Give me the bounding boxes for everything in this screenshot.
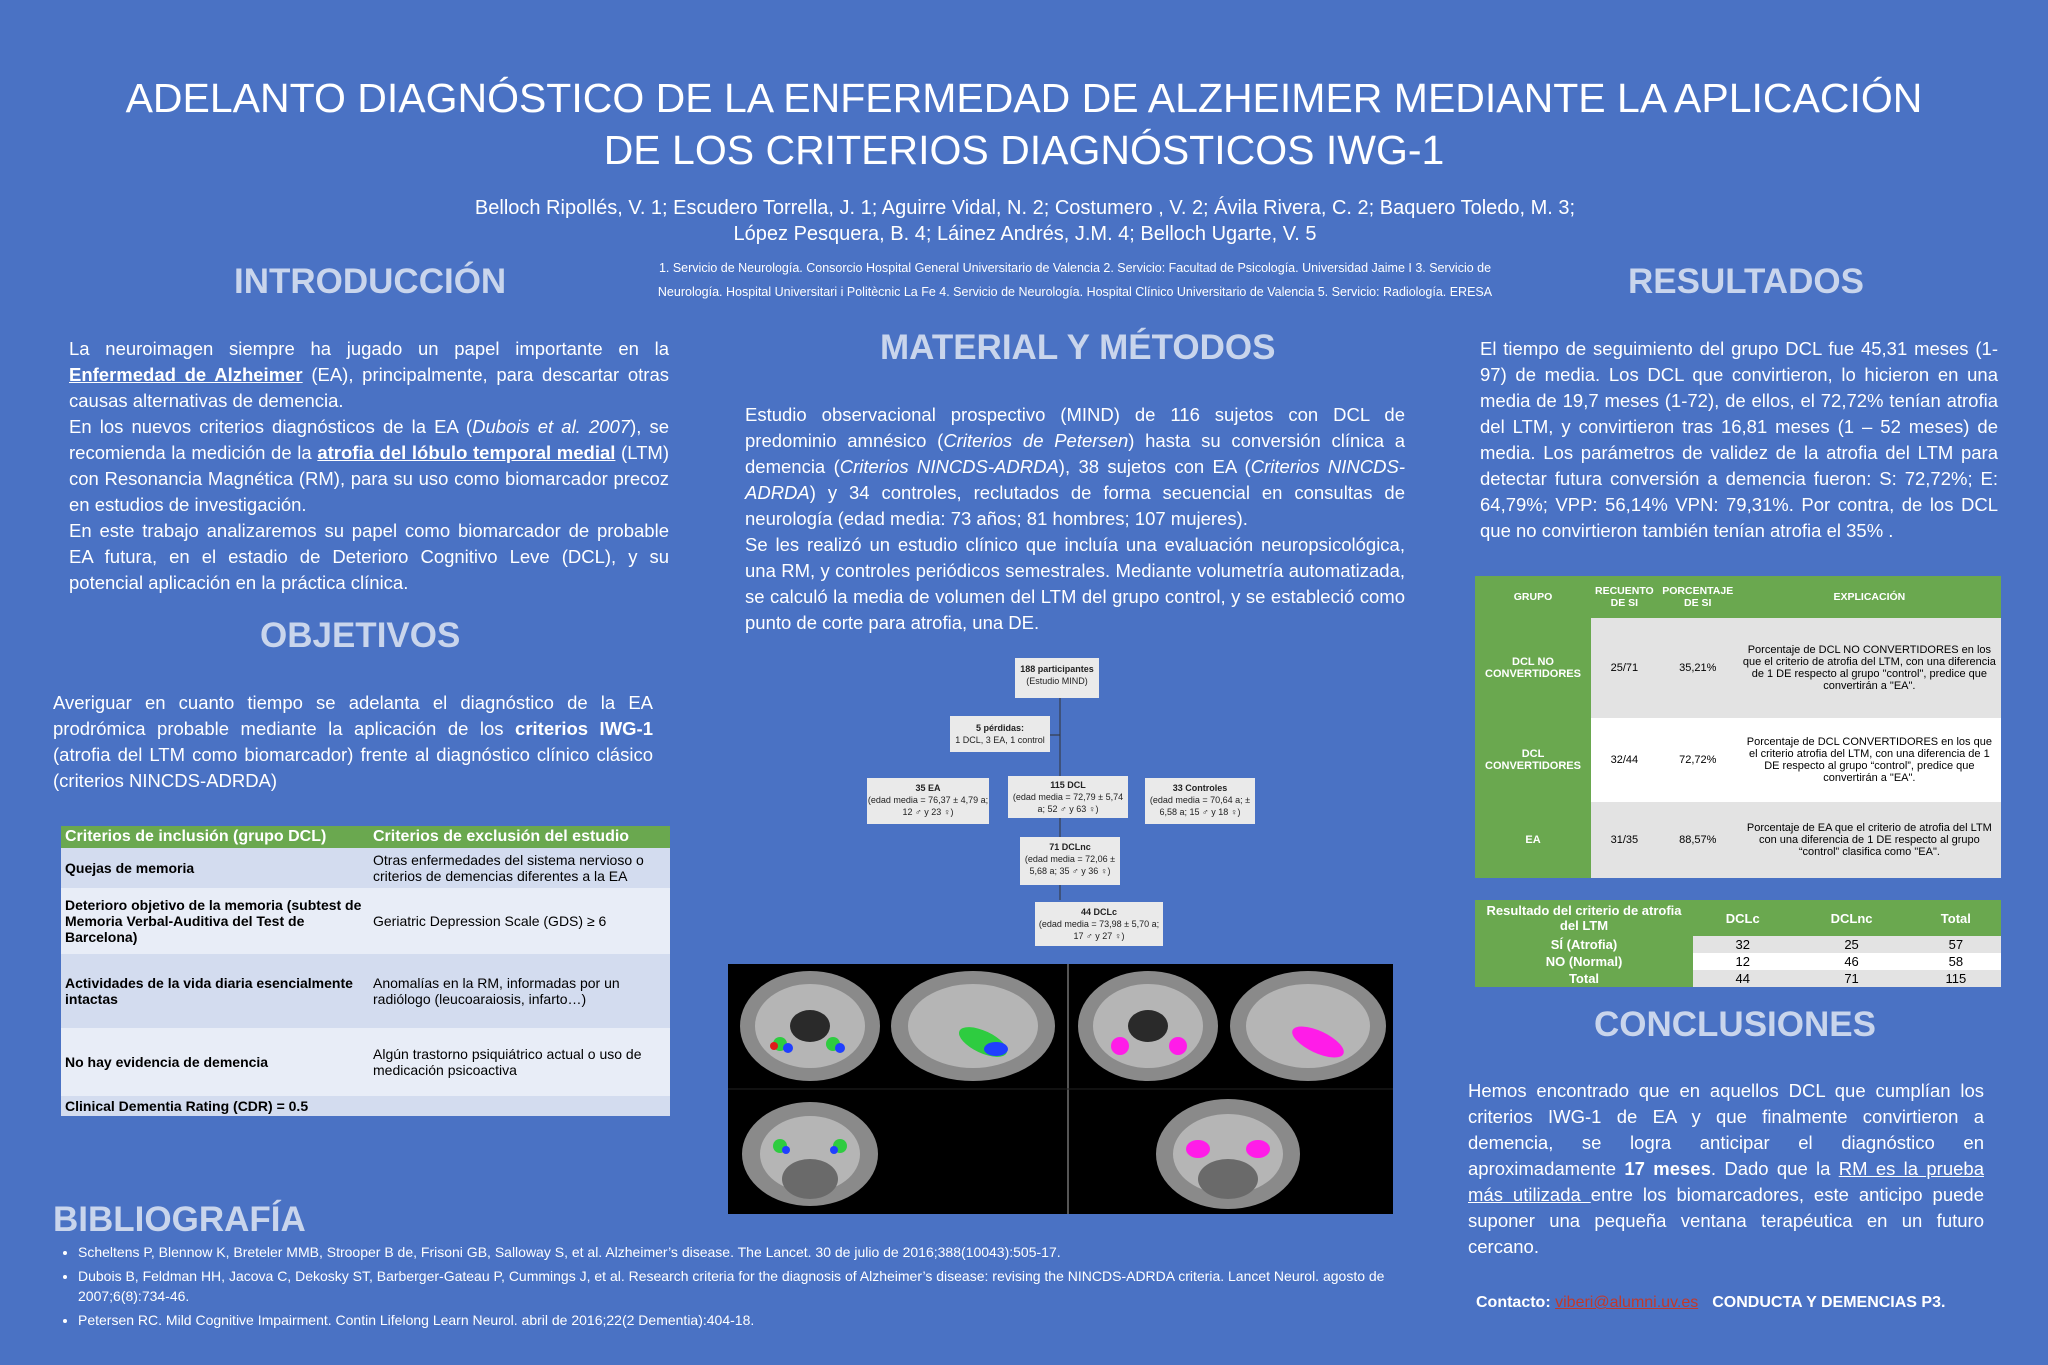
table-row	[61, 954, 670, 1028]
title-line-1: ADELANTO DIAGNÓSTICO DE LA ENFERMEDAD DE ALZHEIMER MEDIANTE LA APLICACIÓN	[125, 75, 1923, 121]
results-cell: 35,21%	[1658, 618, 1738, 718]
metodos-body	[745, 402, 1405, 636]
table-row	[61, 1028, 670, 1096]
flow-node-sub: 1 DCL, 3 EA, 1 control	[955, 735, 1045, 745]
results-cell: 32/44	[1591, 718, 1658, 802]
poster-title	[0, 72, 2048, 176]
metodos-italic: Criterios de Petersen	[943, 430, 1129, 451]
resultados-body: El tiempo de seguimiento del grupo DCL fue 45,31 meses (1-97) de media. Los DCL que convirtieron, lo hicieron en una media de 19,7 meses (1-72), de ellos, el 72,72% tenían atrofia del LTM, y convirtieron tras 16,81 meses (1 – 52 meses) de media. Los parámetros de validez de la atrofia del LTM para detectar futura conversión a demencia fueron: S: 72,72%; E: 64,79%; VPP: 56,14% VPN: 79,31%. Por contra, de los DCL que no convirtieron también tenían atrofia el 35% .	[1480, 338, 1998, 541]
objetivos-heading: OBJETIVOS	[260, 616, 461, 655]
metodos-text: ) y 34 controles, reclutados de forma secuencial en consultas de neurología (edad media: 73 años; 81 hombres; 107 mujeres).	[745, 482, 1405, 529]
contingency-header-row	[1475, 900, 2001, 936]
resultados-heading: RESULTADOS	[1628, 262, 1864, 301]
criteria-cell: Quejas de memoria	[61, 848, 369, 888]
conclusiones-body	[1468, 1078, 1984, 1260]
flow-node-title: 44 DCLc	[1080, 907, 1117, 917]
contingency-header-total: Total	[1911, 900, 2001, 936]
intro-underlined: Enfermedad de Alzheimer	[69, 364, 303, 385]
criteria-cell: No hay evidencia de demencia	[61, 1028, 369, 1096]
flow-node-sub: (edad media = 76,37 ± 4,79 a; 12 ♂ y 23 ♀)	[867, 795, 989, 817]
contingency-cell: 46	[1792, 953, 1910, 970]
affiliations	[565, 256, 1585, 304]
metodos-heading: MATERIAL Y MÉTODOS	[880, 328, 1276, 367]
contingency-cell: 44	[1693, 970, 1792, 987]
table-row	[61, 888, 670, 954]
flow-node-sub: (edad media = 72,79 ± 5,74 a; 52 ♂ y 63 ♀)	[1012, 792, 1124, 814]
table-row	[1475, 802, 2001, 878]
criteria-cell	[369, 1096, 670, 1116]
results-cell: DCL CONVERTIDORES	[1475, 718, 1591, 802]
bibliografia-list	[30, 1242, 1448, 1334]
flow-node-sub: (Estudio MIND)	[1026, 676, 1088, 686]
list-item: • Dubois B, Feldman HH, Jacova C, Dekosky ST, Barberger-Gateau P, Cummings J, et al. Research criteria for the diagnosis of Alzheimer’s disease: revising the NINCDS-ADRDA criteria. Lancet Neurol. agosto de 2007;6(8):734-46.	[78, 1266, 1448, 1306]
criteria-cell: Algún trastorno psiquiátrico actual o uso de medicación psicoactiva	[369, 1028, 670, 1096]
flow-node-losses	[950, 716, 1050, 752]
introduccion-body	[69, 336, 669, 596]
table-row	[1475, 953, 2001, 970]
contingency-cell: 71	[1792, 970, 1910, 987]
intro-text: En este trabajo analizaremos su papel como biomarcador de probable EA futura, en el estadio de Deterioro Cognitivo Leve (DCL), y su potencial aplicación en la práctica clínica.	[69, 520, 669, 593]
flow-node-sub: (edad media = 73,98 ± 5,70 a; 17 ♂ y 27 ♀)	[1038, 919, 1160, 941]
list-item: • Scheltens P, Blennow K, Breteler MMB, Strooper B de, Frisoni GB, Salloway S, et al. Alzheimer’s disease. The Lancet. 30 de julio de 2016;388(10043):505-17.	[78, 1242, 1448, 1262]
list-item: • Petersen RC. Mild Cognitive Impairment. Contin Lifelong Learn Neurol. abril de 2016;22(2 Dementia):404-18.	[78, 1310, 1448, 1330]
flow-node-title: 35 EA	[915, 783, 941, 793]
contingency-table	[1475, 900, 2001, 987]
objetivos-text: (atrofia del LTM como biomarcador) frente al diagnóstico clínico clásico (criterios NINCDS-ADRDA)	[53, 744, 653, 791]
table-row	[1475, 936, 2001, 953]
affiliations-line-1: 1. Servicio de Neurología. Consorcio Hospital General Universitario de Valencia 2. Servicio: Facultad de Psicología. Universidad Jaime I 3. Servicio de	[658, 261, 1492, 275]
intro-text: La neuroimagen siempre ha jugado un papel importante en la	[69, 338, 669, 359]
conclusiones-underlined: RM es la prueba más utilizada	[1468, 1158, 1984, 1205]
flow-node-title: 115 DCL	[1050, 780, 1086, 790]
metodos-text: ), 38 sujetos con EA (	[1058, 456, 1251, 477]
contingency-cell: 32	[1693, 936, 1792, 953]
objetivos-body	[53, 690, 653, 794]
criteria-header-row	[61, 826, 670, 848]
results-cell: Porcentaje de DCL CONVERTIDORES en los que el criterio atrofia del LTM, con una diferencia de 1 DE respecto al grupo “control”, predice que convertirán a "EA".	[1738, 718, 2001, 802]
table-row	[1475, 970, 2001, 987]
table-row	[1475, 618, 2001, 718]
criteria-cell: Anomalías en la RM, informadas por un radiólogo (leucoaraiosis, infarto…)	[369, 954, 670, 1028]
metodos-italic: Criterios NINCDS-ADRDA	[745, 456, 1406, 503]
title-line-2: DE LOS CRITERIOS DIAGNÓSTICOS IWG-1	[603, 127, 1445, 173]
results-header-explicacion: EXPLICACIÓN	[1738, 576, 2001, 618]
intro-text: (EA), principalmente, para descartar otras causas alternativas de demencia.	[69, 364, 669, 411]
results-cell: Porcentaje de DCL NO CONVERTIDORES en los que el criterio de atrofia del LTM, con una diferencia de 1 DE respecto al grupo "control", predice que convertirán a "EA".	[1738, 618, 2001, 718]
objetivos-text: Averiguar en cuanto tiempo se adelanta el diagnóstico de la EA prodrómica probable mediante la aplicación de los	[53, 692, 653, 739]
intro-text: ), se recomienda la medición de la	[69, 416, 670, 463]
contingency-cell: Total	[1475, 970, 1693, 987]
contingency-header-dclc: DCLc	[1693, 900, 1792, 936]
mri-image-panel	[728, 964, 1393, 1214]
contingency-header-resultado: Resultado del criterio de atrofia del LTM	[1475, 900, 1693, 936]
table-row	[1475, 718, 2001, 802]
flow-node-188	[1015, 658, 1099, 698]
criteria-cell: Geriatric Depression Scale (GDS) ≥ 6	[369, 888, 670, 954]
flow-node-title: 33 Controles	[1172, 783, 1228, 793]
contingency-cell: 25	[1792, 936, 1910, 953]
contingency-cell: SÍ (Atrofia)	[1475, 936, 1693, 953]
flow-node-sub: (edad media = 70,64 a; ± 6,58 a; 15 ♂ y 18 ♀)	[1149, 795, 1251, 817]
contingency-cell: 58	[1911, 953, 2001, 970]
criteria-cell: Otras enfermedades del sistema nervioso o criterios de demencias diferentes a la EA	[369, 848, 670, 888]
mri-brain-slices	[728, 964, 1393, 1214]
authors-line-2: López Pesquera, B. 4; Láinez Andrés, J.M. 4; Belloch Ugarte, V. 5	[733, 223, 1317, 245]
conclusiones-heading: CONCLUSIONES	[1594, 1005, 1876, 1044]
flow-node-sub: (edad media = 72,06 ± 5,68 a; 35 ♂ y 36 ♀)	[1024, 854, 1116, 876]
conclusiones-text: Hemos encontrado que en aquellos DCL que cumplían los criterios IWG-1 de EA y que finalmente convirtieron a demencia, se logra anticipar el diagnóstico en aproximadamente	[1468, 1080, 1984, 1179]
flow-node-dclc	[1035, 902, 1163, 946]
results-cell: EA	[1475, 802, 1591, 878]
criteria-cell: Clinical Dementia Rating (CDR) = 0.5	[61, 1096, 369, 1116]
contingency-header-dclnc: DCLnc	[1792, 900, 1910, 936]
intro-citation: Dubois et al. 2007	[472, 416, 631, 437]
conclusiones-text: entre los biomarcadores, este anticipo puede suponer una pequeña ventana terapéutica en un futuro cercano.	[1468, 1184, 1984, 1257]
results-cell: Porcentaje de EA que el criterio de atrofia del LTM con una diferencia de 1 DE respecto al grupo “control” clasifica como "EA".	[1738, 802, 2001, 878]
metodos-text: ) hasta su conversión clínica a demencia (	[745, 430, 1405, 477]
results-table	[1475, 576, 2001, 878]
session-label: CONDUCTA Y DEMENCIAS P3.	[1712, 1294, 1946, 1311]
results-header-porcentaje: PORCENTAJE DE SI	[1658, 576, 1738, 618]
contingency-cell: NO (Normal)	[1475, 953, 1693, 970]
intro-text: (LTM) con Resonancia Magnética (RM), para su uso como biomarcador precoz en estudios de investigación.	[69, 442, 670, 515]
table-row	[61, 1096, 670, 1116]
contingency-cell: 12	[1693, 953, 1792, 970]
affiliations-line-2: Neurología. Hospital Universitari i Politècnic La Fe 4. Servicio de Neurología. Hospital Clínico Universitario de Valencia 5. Servicio: Radiología. ERESA	[657, 285, 1493, 299]
criteria-cell: Deterioro objetivo de la memoria (subtest de Memoria Verbal-Auditiva del Test de Barcelona)	[61, 888, 369, 954]
objetivos-bold: criterios IWG-1	[515, 718, 653, 739]
criteria-header-exclusion: Criterios de exclusión del estudio	[369, 826, 670, 848]
criteria-header-inclusion: Criterios de inclusión (grupo DCL)	[61, 826, 369, 848]
contingency-cell: 115	[1911, 970, 2001, 987]
results-header-row	[1475, 576, 2001, 618]
contact-label: Contacto:	[1476, 1294, 1556, 1311]
metodos-italic: Criterios NINCDS-ADRDA	[839, 456, 1059, 477]
flow-node-title: 5 pérdidas:	[975, 723, 1024, 733]
metodos-text: Se les realizó un estudio clínico que incluía una evaluación neuropsicológica, una RM, y controles periódicos semestrales. Mediante volumetría automatizada, se calculó la media de volumen del LTM del grupo control, y se estableció como punto de corte para atrofia, una DE.	[745, 534, 1405, 633]
flow-node-title: 188 participantes	[1020, 664, 1094, 674]
contact-email-link[interactable]: viberi@alumni.uv.es	[1555, 1294, 1699, 1311]
contingency-cell: 57	[1911, 936, 2001, 953]
flow-node-dclnc	[1020, 837, 1120, 885]
flow-node-dcl	[1008, 776, 1128, 818]
results-cell: 88,57%	[1658, 802, 1738, 878]
results-cell: DCL NO CONVERTIDORES	[1475, 618, 1591, 718]
results-header-recuento: RECUENTO DE SI	[1591, 576, 1658, 618]
authors-line-1: Belloch Ripollés, V. 1; Escudero Torrella, J. 1; Aguirre Vidal, N. 2; Costumero , V. 2; Ávila Rivera, C. 2; Baquero Toledo, M. 3;	[474, 197, 1576, 219]
flowchart	[865, 650, 1265, 950]
conclusiones-text: . Dado que la	[1710, 1158, 1839, 1179]
criteria-table	[61, 826, 670, 1116]
authors	[330, 195, 1720, 247]
bibliografia-heading: BIBLIOGRAFÍA	[53, 1200, 306, 1239]
flow-node-controles	[1145, 778, 1255, 824]
results-header-grupo: GRUPO	[1475, 576, 1591, 618]
introduccion-heading: INTRODUCCIÓN	[234, 262, 507, 301]
intro-underlined: atrofia del lóbulo temporal medial	[317, 442, 616, 463]
conclusiones-bold: 17 meses	[1624, 1158, 1711, 1179]
table-row	[61, 848, 670, 888]
intro-text: En los nuevos criterios diagnósticos de la EA (	[69, 416, 473, 437]
metodos-text: Estudio observacional prospectivo (MIND) de 116 sujetos con DCL de predominio amnésico (	[745, 404, 1405, 451]
criteria-cell: Actividades de la vida diaria esencialmente intactas	[61, 954, 369, 1028]
flow-node-ea	[867, 778, 989, 824]
results-cell: 25/71	[1591, 618, 1658, 718]
results-cell: 31/35	[1591, 802, 1658, 878]
contact-line	[1476, 1294, 1945, 1312]
results-cell: 72,72%	[1658, 718, 1738, 802]
flow-node-title: 71 DCLnc	[1049, 842, 1091, 852]
